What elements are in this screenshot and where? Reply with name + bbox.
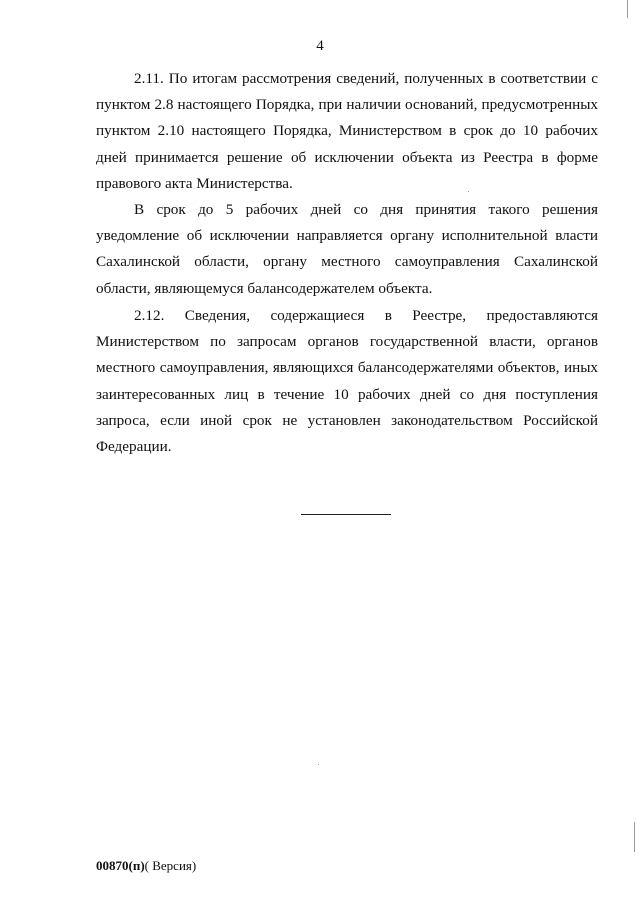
footer-code-version: ( Версия) xyxy=(144,858,197,873)
end-separator-line xyxy=(301,514,391,515)
footer-document-code xyxy=(96,858,196,874)
scan-speck xyxy=(634,822,635,852)
page-number: 4 xyxy=(316,38,324,54)
paragraph-text: В срок до 5 рабочих дней со дня принятия такого решения уведомление об исключении направляется органу исполнительной власти Сахалинской области, органу местного самоуправления Сахалинской области, являющемуся балансодержателем объекта. xyxy=(96,201,598,297)
scan-speck xyxy=(627,0,628,18)
paragraph-text: 2.12. Сведения, содержащиеся в Реестре, предоставляются Министерством по запросам органов государственной власти, органов местного самоуправления, являющихся балансодержателями объектов, иных заинтересованных лиц в течение 10 рабочих дней со дня поступления запроса, если иной срок не установлен законодательством Российской Федерации. xyxy=(96,307,598,456)
paragraph-2-11 xyxy=(96,66,598,197)
paragraph-2-12 xyxy=(96,303,598,460)
paragraph-text: 2.11. По итогам рассмотрения сведений, полученных в соответствии с пунктом 2.8 настоящего Порядка, при наличии оснований, предусмотренных пунктом 2.10 настоящего Порядка, Министерством в срок до 10 рабочих дней принимается решение об исключении объекта из Реестра в форме правового акта Министерства. xyxy=(96,70,598,192)
paragraph-notification xyxy=(96,197,598,302)
scan-speck xyxy=(468,191,469,192)
footer-code-number: 00870(п) xyxy=(96,858,145,873)
scan-speck xyxy=(318,764,319,765)
